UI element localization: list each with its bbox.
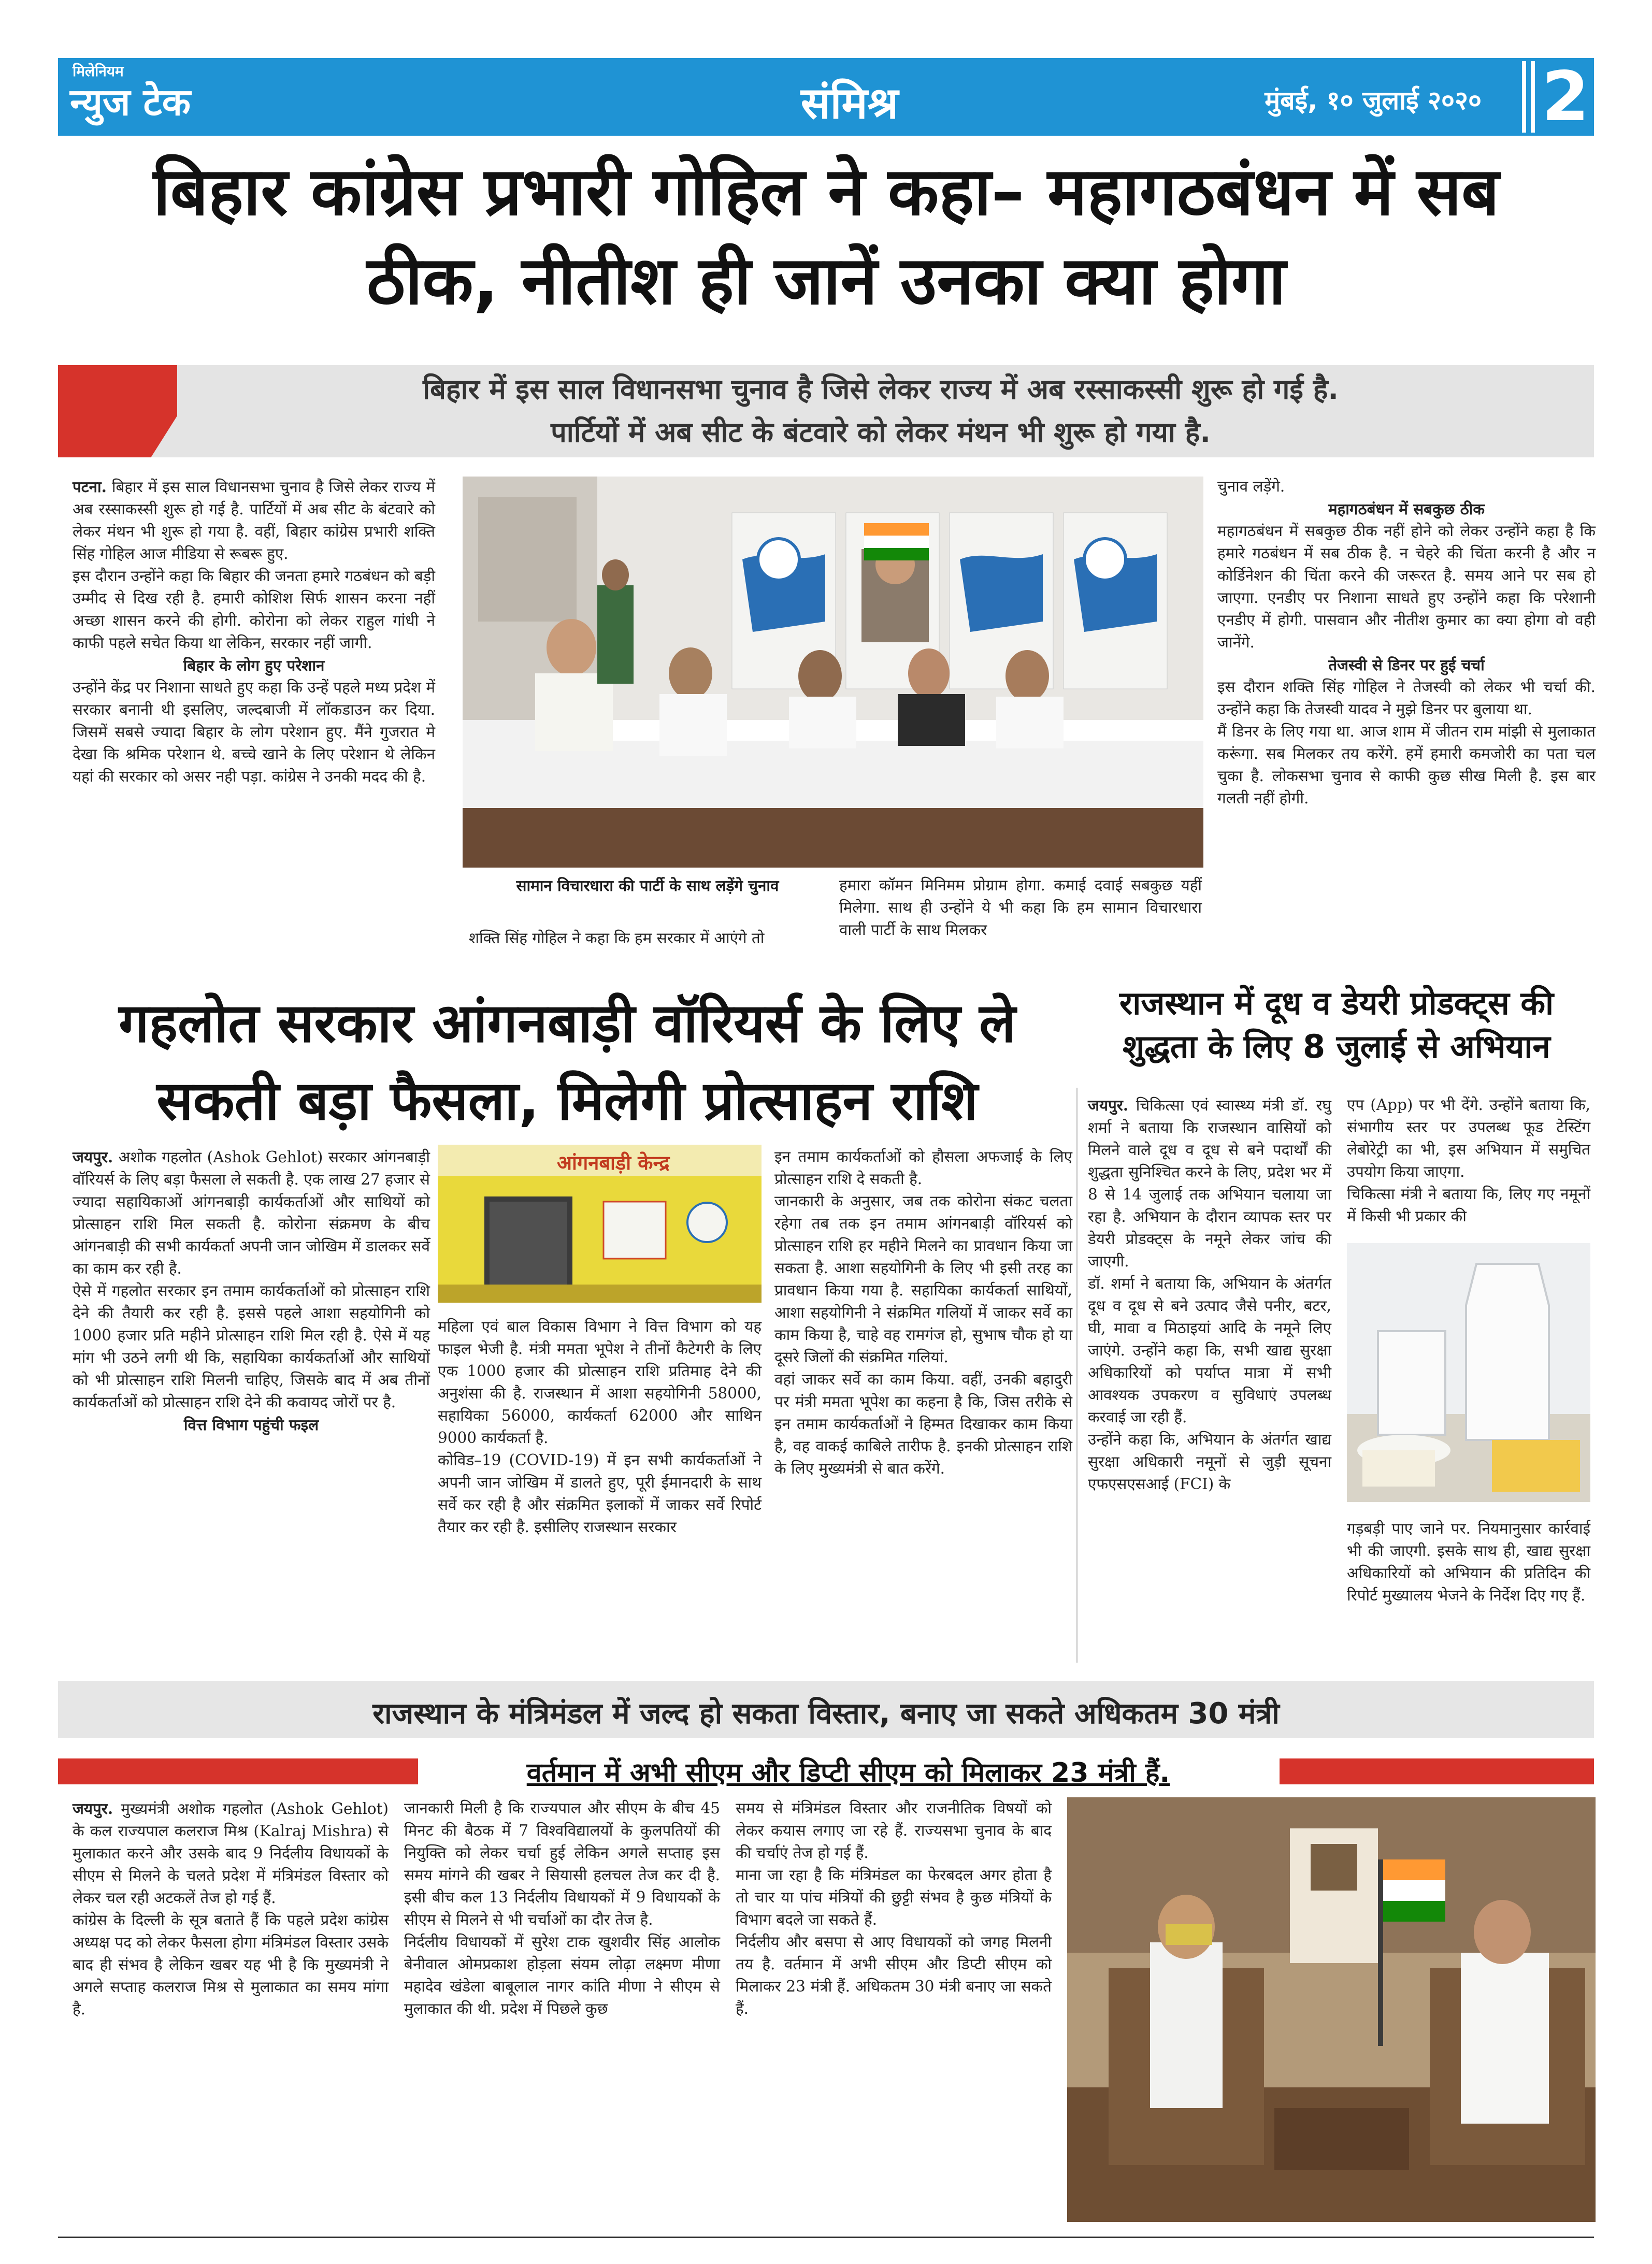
paragraph: समय से मंत्रिमंडल विस्तार और राजनीतिक विषयों को लेकर कयास लगाए जा रहे हैं. राज्यसभा चुनाव के बाद की चर्चाएं तेज हो गई हैं. <box>736 1799 1052 1862</box>
story3-column-1 <box>1088 1094 1331 1495</box>
paragraph: अशोक गहलोत (Ashok Gehlot) सरकार आंगनबाड़ी वॉरियर्स के लिए बड़ा फैसला ले सकती है. एक लाख 27 हजार से ज्यादा सहायिकाओं आंगनबाड़ी कार्यकर्ताओं और साथियों को प्रोत्साहन राशि मिल सकती है. कोरोना संक्रमण के बीच आंगनबाड़ी की सभी कार्यकर्ता अपनी जान जोखिम में डालकर सर्वे का काम कर रही है. <box>73 1148 430 1277</box>
story1-column-4 <box>1217 475 1596 810</box>
story4-column-1 <box>73 1797 389 2021</box>
story2-column-1 <box>73 1146 430 1436</box>
paragraph: डॉ. शर्मा ने बताया कि, अभियान के अंतर्गत दूध व दूध से बने उत्पाद जैसे पनीर, बटर, घी, मावा व मिठाइयां आदि के नमूने लिए जाएंगे. उन्होंने कहा कि, सभी खाद्य सुरक्षा अधिकारियों को पर्याप्त मात्रा में सभी आवश्यक उपकरण व सुविधाएं उपलब्ध करवाई जा रही हैं. <box>1088 1275 1331 1426</box>
brand-small: मिलेनियम <box>73 63 124 80</box>
paragraph: जानकारी के अनुसार, जब तक कोरोना संकट चलता रहेगा तब तक इन तमाम आंगनबाड़ी वॉरियर्स को प्रोत्साहन राशि हर महीने मिलने का प्रावधान किया जा सकता है. आशा सहयोगिनी के लिए भी इसी तरह का प्रावधान किया गया है. सहायिका कार्यकर्ता साथियों, आशा सहयोगिनी ने संक्रमित गलियों में जाकर सर्वे का काम किया है, चाहे वह रामगंज हो, सुभाष चौक हो या दूसरे जिलों की संक्रमित गलियां. <box>774 1192 1072 1366</box>
anganwadi-photo <box>438 1145 762 1303</box>
paragraph: उन्होंने केंद्र पर निशाना साधते हुए कहा कि उन्हें पहले मध्य प्रदेश में सरकार बनानी थी इसलिए, जल्दबाजी में लॉकडाउन कर दिया. जिसमें सबसे ज्यादा बिहार के लोग परेशान हुए. मैंने गुजरात मे देखा कि श्रमिक परेशान थे. बच्चे खाने के लिए परेशान थे लेकिन यहां की सरकार को असर नही पड़ा. कांग्रेस ने उनकी मदद की है. <box>73 679 435 785</box>
dairy-products-photo <box>1347 1243 1590 1502</box>
story1-column-3 <box>839 874 1202 941</box>
dateline-label: जयपुर. <box>73 1148 113 1166</box>
section-title: संमिश्र <box>800 78 899 128</box>
paragraph: शक्ति सिंह गोहिल ने कहा कि हम सरकार में आएंगे तो <box>469 929 765 947</box>
press-conference-illustration <box>463 477 1203 868</box>
story2-column-2 <box>438 1316 762 1538</box>
paragraph: निर्दलीय विधायकों में सुरेश टाक खुशवीर सिंह आलोक बेनीवाल ओमप्रकाश होड़ला संयम लोढ़ा लक्ष्मण मीणा महादेव खंडेला बाबूलाल नागर कांति मीणा ने सीएम से मुलाकात की थी. प्रदेश में पिछले कुछ <box>404 1933 720 2017</box>
paragraph: कोविड–19 (COVID-19) में इन सभी कार्यकर्ताओं ने अपनी जान जोखिम में डालते हुए, पूरी ईमानदारी के साथ सर्वे कर रही है और संक्रमित इलाकों में जाकर सर्वे रिपोर्ट तैयार कर रही है. इसीलिए राजस्थान सरकार <box>438 1451 762 1536</box>
red-accent-bar-left <box>58 1758 418 1784</box>
story3-column-2a <box>1347 1094 1590 1228</box>
photo-caption: सामान विचारधारा की पार्टी के साथ लड़ेंगे चुनाव <box>516 876 779 895</box>
paragraph: मुख्यमंत्री अशोक गहलोत (Ashok Gehlot) के कल राज्यपाल कलराज मिश्र (Kalraj Mishra) से मुलाकात करने और उसके बाद 9 निर्दलीय विधायकों के सीएम से मिलने के चलते प्रदेश में मंत्रिमंडल विस्तार को लेकर चल रही अटकलें तेज हो गई हैं. <box>73 1800 389 1907</box>
anganwadi-sign: आंगनबाड़ी केन्द्र <box>557 1151 670 1174</box>
paragraph: ऐसे में गहलोत सरकार इन तमाम कार्यकर्ताओं को प्रोत्साहन राशि देने की तैयारी कर रही है. इससे पहले आशा सहयोगिनी को 1000 हजार प्रति महीने प्रोत्साहन राशि मिल रही है. ऐसे में यह मांग भी उठने लगी थी कि, सहायिका कार्यकर्ताओं और साथियों को भी प्रोत्साहन राशि मिलनी चाहिए, जिसके बाद में अब तीनों कार्यकर्ताओं को प्रोत्साहन राशि देने की कवायद जोरों पर है. <box>73 1282 430 1411</box>
red-accent-bar-right <box>1280 1758 1594 1784</box>
story2-headline-line1: गहलोत सरकार आंगनबाड़ी वॉरियर्स के लिए ले <box>119 991 1016 1055</box>
story2-headline-line2: सकती बड़ा फैसला, मिलेगी प्रोत्साहन राशि <box>156 1069 978 1132</box>
subheading: बिहार के लोग हुए परेशान <box>183 656 325 674</box>
story3-headline <box>1072 982 1601 1069</box>
story2-column-3 <box>774 1146 1072 1480</box>
page-divider <box>1522 61 1526 133</box>
paragraph: बिहार में इस साल विधानसभा चुनाव है जिसे लेकर राज्य में अब रस्साकस्सी शुरू हो गई है. पार्टियों में अब सीट के बंटवारे को लेकर मंथन भी शुरू हो गया है. वहीं, बिहार कांग्रेस प्रभारी शक्ति सिंह गोहिल आज मीडिया से रूबरू हुए. <box>73 478 435 563</box>
story3-column-2b <box>1347 1518 1590 1607</box>
story1-deck-line1: बिहार में इस साल विधानसभा चुनाव है जिसे लेकर राज्य में अब रस्साकस्सी शुरू हो गई है. <box>423 373 1339 406</box>
paragraph: इन तमाम कार्यकर्ताओं को हौसला अफजाई के लिए प्रोत्साहन राशि दे सकती है. <box>774 1148 1072 1188</box>
story4-subheadline: वर्तमान में अभी सीएम और डिप्टी सीएम को मिलाकर 23 मंत्री हैं. <box>526 1757 1170 1789</box>
meeting-illustration <box>1067 1797 1596 2222</box>
story1-deck-line2: पार्टियों में अब सीट के बंटवारे को लेकर मंथन भी शुरू हो गया है. <box>551 416 1211 449</box>
page-divider <box>1531 61 1535 133</box>
subheading: तेजस्वी से डिनर पर हुई चर्चा <box>1328 656 1485 674</box>
subheading: वित्त विभाग पहुंची फइल <box>183 1416 319 1434</box>
column-divider <box>1076 1088 1078 1663</box>
paragraph: उन्होंने कहा कि, अभियान के अंतर्गत खाद्य सुरक्षा अधिकारी नमूनों से जुड़ी सूचना एफएसएसआई (FCI) के <box>1088 1431 1331 1493</box>
story1-headline-line2: ठीक, नीतीश ही जानें उनका क्या होगा <box>366 242 1286 320</box>
story1-headline <box>67 148 1585 326</box>
story3-headline-line1: राजस्थान में दूध व डेयरी प्रोडक्ट्स की <box>1119 984 1554 1022</box>
dairy-illustration <box>1347 1243 1590 1502</box>
paragraph: कांग्रेस के दिल्ली के सूत्र बताते हैं कि पहले प्रदेश कांग्रेस अध्यक्ष पद को लेकर फैसला होगा मंत्रिमंडल विस्तार उसके बाद ही संभव है लेकिन खबर यह भी है कि मुख्यमंत्री ने अगले सप्ताह कलराज मिश्र से मुलाकात का समय मांगा है. <box>73 1911 389 2018</box>
dateline-label: जयपुर. <box>1088 1096 1129 1114</box>
dateline-label: जयपुर. <box>73 1799 113 1818</box>
paragraph: महिला एवं बाल विकास विभाग ने वित्त विभाग को यह फाइल भेजी है. मंत्री ममता भूपेश ने तीनों कैटेगरी के लिए एक 1000 हजार की प्रोत्साहन राशि प्रतिमाह देने की अनुशंसा की है. राजस्थान में आशा सहयोगिनी 58000, सहायिका 56000, कार्यकर्ता 62000 और साथिन 9000 कार्यकर्ता है. <box>438 1318 762 1447</box>
subheading: महागठबंधन में सबकुछ ठीक <box>1328 500 1485 518</box>
paragraph: मैं डिनर के लिए गया था. आज शाम में जीतन राम मांझी से मुलाकात करूंगा. सब मिलकर तय करेंगे. हमें हमारी कमजोरी का पता चल चुका है. लोकसभा चुनाव से काफी कुछ सीख मिली है. इस बार गलती नहीं होगी. <box>1217 723 1596 807</box>
dateline: मुंबई, १० जुलाई २०२० <box>1265 85 1482 116</box>
story3-headline-line2: शुद्धता के लिए 8 जुलाई से अभियान <box>1123 1028 1550 1065</box>
cm-governor-meeting-photo <box>1067 1797 1596 2222</box>
paragraph: चिकित्सा मंत्री ने बताया कि, लिए गए नमूनों में किसी भी प्रकार की <box>1347 1185 1590 1225</box>
brand-name: न्युज टेक <box>70 80 191 124</box>
paragraph: एप (App) पर भी देंगे. उन्होंने बताया कि, संभागीय स्तर पर उपलब्ध फूड टेस्टिंग लेबोरेट्री का भी, इस अभियान में समुचित उपयोग किया जाएगा. <box>1347 1096 1590 1180</box>
paragraph: चुनाव लड़ेंगे. <box>1217 478 1285 495</box>
story2-headline <box>62 984 1072 1140</box>
story4-column-3 <box>736 1797 1052 2020</box>
paragraph: महागठबंधन में सबकुछ ठीक नहीं होने को लेकर उन्होंने कहा है कि हमारे गठबंधन में सब ठीक है. न चेहरे की चिंता करनी है और न कोर्डिनेशन की चिंता करने की जरूरत है. समय आने पर सब हो जाएगा. एनडीए पर निशाना साधते हुए उन्होंने कहा कि परेशानी एनडीए में होगी. पासवान और नीतीश कुमार का क्या होगा वो वही जानेंगे. <box>1217 522 1596 651</box>
paragraph: गड़बड़ी पाए जाने पर. नियमानुसार कार्रवाई भी की जाएगी. इसके साथ ही, खाद्य सुरक्षा अधिकारियों को अभियान की प्रतिदिन की रिपोर्ट मुख्यालय भेजने के निर्देश दिए गए हैं. <box>1347 1520 1590 1604</box>
story1-deck <box>181 368 1580 454</box>
red-accent-shape <box>58 365 177 457</box>
page-number: 2 <box>1542 57 1589 137</box>
dateline-label: पटना. <box>73 478 107 496</box>
story4-headline: राजस्थान के मंत्रिमंडल में जल्द हो सकता विस्तार, बनाए जा सकते अधिकतम 30 मंत्री <box>372 1697 1280 1731</box>
paragraph: माना जा रहा है कि मंत्रिमंडल का फेरबदल अगर होता है तो चार या पांच मंत्रियों की छुट्टी संभव है कुछ मंत्रियों के विभाग बदले जा सकते हैं. <box>736 1866 1052 1928</box>
paragraph: इस दौरान उन्होंने कहा कि बिहार की जनता हमारे गठबंधन को बड़ी उम्मीद से दिख रही है. हमारी कोशिश सिर्फ शासन करना नहीं अच्छा शासन करने की होगी. कोरोना को लेकर राहुल गांधी ने काफी पहले सचेत किया था लेकिन, सरकार नहीं जागी. <box>73 567 435 652</box>
photo-caption-box <box>482 874 813 897</box>
paragraph: जानकारी मिली है कि राज्यपाल और सीएम के बीच 45 मिनट की बैठक में 7 विश्वविद्यालयों के कुलपतियों की नियुक्ति को लेकर चर्चा हुई लेकिन अगले सप्ताह इस समय मांगने की खबर ने सियासी हलचल तेज कर दी है. इसी बीच कल 13 निर्दलीय विधायकों में 9 विधायकों के सीएम से मिलने से भी चर्चाओं का दौर तेज है. <box>404 1799 720 1928</box>
paragraph: वहां जाकर सर्वे का काम किया. वहीं, उनकी बहादुरी पर मंत्री ममता भूपेश का कहना है कि, जिस तरीके से इन तमाम कार्यकर्ताओं ने हिम्मत दिखाकर काम किया है, वह वाकई काबिले तारीफ है. इनकी प्रोत्साहन राशि के लिए मुख्यमंत्री से बात करेंगे. <box>774 1371 1072 1477</box>
paragraph: हमारा कॉमन मिनिमम प्रोग्राम होगा. कमाई दवाई सबकुछ यहीं मिलेगा. साथ ही उन्होंने ये भी कहा कि हम सामान विचारधारा वाली पार्टी के साथ मिलकर <box>839 876 1202 939</box>
paragraph: निर्दलीय और बसपा से आए विधायकों को जगह मिलनी तय है. वर्तमान में अभी सीएम और डिप्टी सीएम को मिलाकर 23 मंत्री हैं. अधिकतम 30 मंत्री बनाए जा सकते हैं. <box>736 1933 1052 2017</box>
story1-column-1 <box>73 475 435 788</box>
story4-column-2 <box>404 1797 720 2020</box>
press-conference-photo <box>463 477 1203 868</box>
paragraph: इस दौरान शक्ति सिंह गोहिल ने तेजस्वी को लेकर भी चर्चा की. उन्होंने कहा कि तेजस्वी यादव ने मुझे डिनर पर बुलाया था. <box>1217 678 1596 718</box>
story1-headline-line1: बिहार कांग्रेस प्रभारी गोहिल ने कहा– महागठबंधन में सब <box>153 153 1500 230</box>
paragraph: चिकित्सा एवं स्वास्थ्य मंत्री डॉ. रघु शर्मा ने बताया कि राजस्थान वासियों को मिलने वाले दूध व दूध से बने पदार्थों की शुद्धता सुनिश्चित करने के लिए, प्रदेश भर में 8 से 14 जुलाई तक अभियान चलाया जा रहा है. अभियान के दौरान व्यापक स्तर पर डेयरी प्रोडक्ट्स के नमूने लेकर जांच की जाएगी. <box>1088 1097 1331 1270</box>
footer-rule <box>58 2237 1594 2238</box>
story1-column-2 <box>469 927 800 949</box>
